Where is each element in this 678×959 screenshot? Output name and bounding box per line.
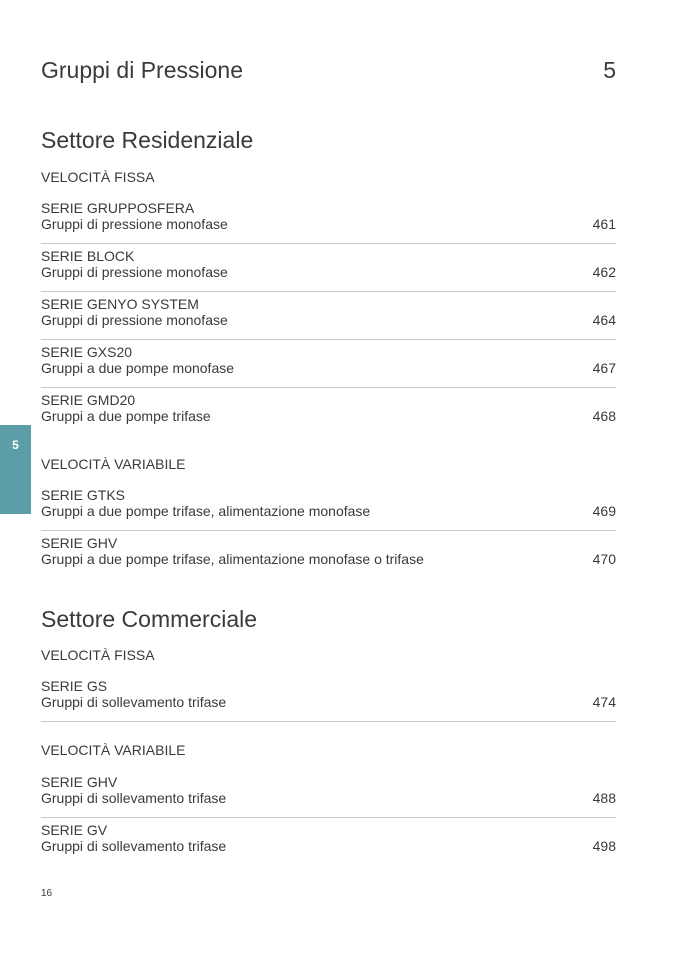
entry-description: Gruppi di pressione monofase bbox=[41, 312, 228, 328]
page-title: Gruppi di Pressione bbox=[41, 57, 243, 83]
entry-series: SERIE GHV bbox=[41, 535, 118, 551]
entry-description: Gruppi di pressione monofase bbox=[41, 216, 228, 232]
toc-entry[interactable] bbox=[41, 248, 616, 292]
toc-entry[interactable] bbox=[41, 487, 616, 531]
toc-entry[interactable] bbox=[41, 774, 616, 818]
toc-entry[interactable] bbox=[41, 344, 616, 388]
toc-entry[interactable] bbox=[41, 678, 616, 722]
entry-description: Gruppi a due pompe trifase, alimentazione monofase bbox=[41, 503, 371, 519]
chapter-number: 5 bbox=[603, 57, 616, 83]
entry-page-number: 498 bbox=[592, 838, 616, 854]
entry-series: SERIE GTKS bbox=[41, 487, 126, 503]
sector-title-residential: Settore Residenziale bbox=[41, 127, 254, 153]
entry-page-number: 488 bbox=[592, 790, 616, 806]
subhead-residential-variable: VELOCITÀ VARIABILE bbox=[41, 456, 186, 472]
entry-page-number: 468 bbox=[592, 408, 616, 424]
page-header bbox=[41, 57, 616, 84]
entry-description: Gruppi di sollevamento trifase bbox=[41, 694, 227, 710]
entry-description: Gruppi di pressione monofase bbox=[41, 264, 228, 280]
entry-series: SERIE GHV bbox=[41, 774, 118, 790]
entry-description: Gruppi di sollevamento trifase bbox=[41, 838, 227, 854]
toc-entry[interactable] bbox=[41, 200, 616, 244]
entry-page-number: 474 bbox=[592, 694, 616, 710]
entry-series: SERIE BLOCK bbox=[41, 248, 135, 264]
chapter-side-tab bbox=[0, 425, 31, 514]
entry-description: Gruppi a due pompe monofase bbox=[41, 360, 235, 376]
subhead-commercial-fixed: VELOCITÀ FISSA bbox=[41, 647, 155, 663]
sector-title-commercial: Settore Commerciale bbox=[41, 606, 258, 632]
footer-page-number: 16 bbox=[41, 888, 53, 899]
entry-series: SERIE GRUPPOSFERA bbox=[41, 200, 195, 216]
toc-entry[interactable] bbox=[41, 392, 616, 435]
toc-entry[interactable] bbox=[41, 296, 616, 340]
entry-page-number: 470 bbox=[592, 551, 616, 567]
subhead-commercial-variable: VELOCITÀ VARIABILE bbox=[41, 742, 186, 758]
entry-series: SERIE GENYO SYSTEM bbox=[41, 296, 199, 312]
entry-description: Gruppi a due pompe trifase bbox=[41, 408, 211, 424]
entry-page-number: 461 bbox=[592, 216, 616, 232]
entry-series: SERIE GXS20 bbox=[41, 344, 133, 360]
entry-description: Gruppi di sollevamento trifase bbox=[41, 790, 227, 806]
entry-series: SERIE GV bbox=[41, 822, 108, 838]
toc-entry[interactable] bbox=[41, 822, 616, 865]
entry-page-number: 464 bbox=[592, 312, 616, 328]
entry-page-number: 462 bbox=[592, 264, 616, 280]
subhead-residential-fixed: VELOCITÀ FISSA bbox=[41, 169, 155, 185]
entry-series: SERIE GMD20 bbox=[41, 392, 136, 408]
entry-page-number: 467 bbox=[592, 360, 616, 376]
side-tab-label: 5 bbox=[12, 438, 19, 452]
toc-entry[interactable] bbox=[41, 535, 616, 578]
entry-page-number: 469 bbox=[592, 503, 616, 519]
entry-series: SERIE GS bbox=[41, 678, 108, 694]
entry-description: Gruppi a due pompe trifase, alimentazione monofase o trifase bbox=[41, 551, 424, 567]
